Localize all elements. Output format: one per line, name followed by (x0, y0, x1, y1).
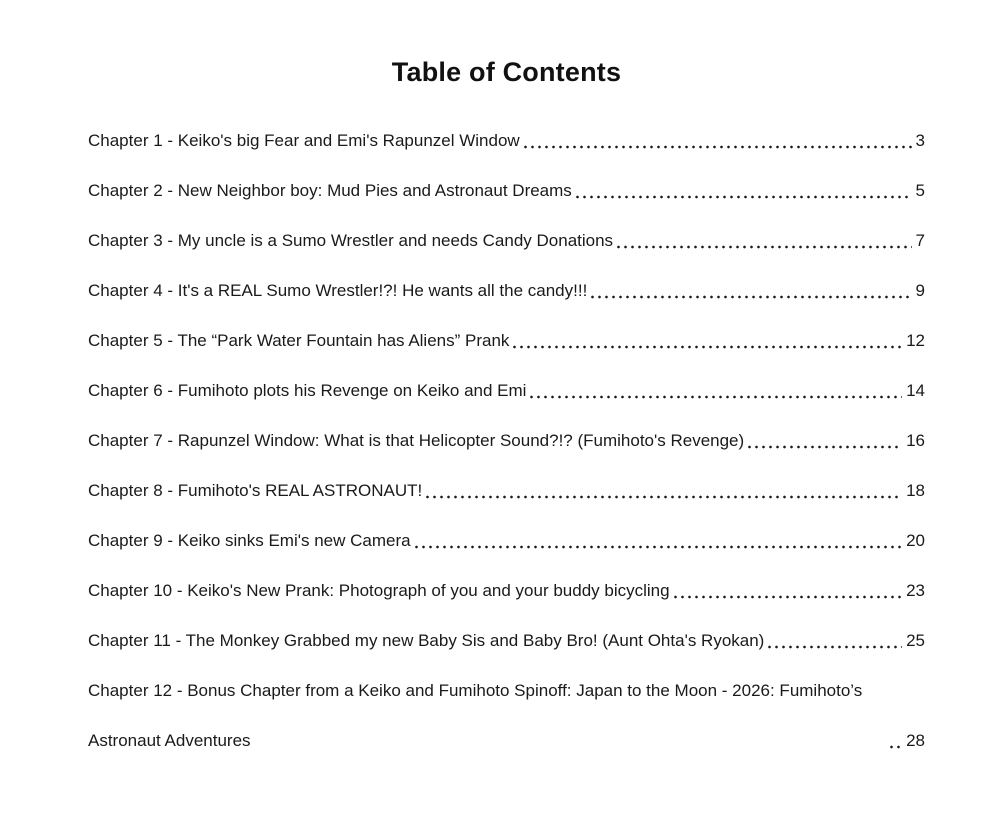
toc-page-number: 3 (915, 131, 925, 150)
toc-page-number: 25 (906, 631, 925, 650)
toc-entry-label: Chapter 1 - Keiko's big Fear and Emi's Rapunzel Window (88, 131, 520, 150)
toc-entry-label: Chapter 11 - The Monkey Grabbed my new Baby Sis and Baby Bro! (Aunt Ohta's Ryokan) (88, 631, 765, 650)
toc-dot-leader (522, 145, 912, 149)
toc-page-number: 9 (915, 281, 925, 300)
toc-page-number: 14 (906, 381, 925, 400)
toc-entry (88, 616, 925, 666)
table-of-contents (88, 116, 925, 766)
toc-entry-label: Chapter 2 - New Neighbor boy: Mud Pies and Astronaut Dreams (88, 181, 572, 200)
toc-entry-label: Chapter 3 - My uncle is a Sumo Wrestler and needs Candy Donations (88, 231, 614, 250)
toc-entry (88, 516, 925, 566)
toc-entry (88, 116, 925, 166)
toc-dot-leader (672, 595, 903, 599)
toc-entry (88, 166, 925, 216)
toc-entry-label: Chapter 9 - Keiko sinks Emi's new Camera (88, 531, 411, 550)
toc-entry (88, 366, 925, 416)
toc-entry-label: Chapter 6 - Fumihoto plots his Revenge on Keiko and Emi (88, 381, 527, 400)
toc-page-number: 16 (906, 431, 925, 450)
toc-page-number: 5 (915, 181, 925, 200)
toc-page-number: 12 (906, 331, 925, 350)
toc-dot-leader (766, 645, 902, 649)
toc-entry (88, 316, 925, 366)
toc-dot-leader (589, 295, 911, 299)
toc-entry-label: Chapter 10 - Keiko's New Prank: Photograph of you and your buddy bicycling (88, 581, 670, 600)
toc-entry (88, 416, 925, 466)
toc-page-number: 7 (915, 231, 925, 250)
toc-dot-leader (888, 745, 902, 749)
toc-page-number: 23 (906, 581, 925, 600)
toc-entry (88, 216, 925, 266)
toc-dot-leader (413, 545, 902, 549)
toc-dot-leader (511, 345, 902, 349)
toc-dot-leader (615, 245, 911, 249)
toc-dot-leader (746, 445, 902, 449)
toc-entry (88, 566, 925, 616)
toc-dot-leader (424, 495, 902, 499)
toc-entry (88, 466, 925, 516)
toc-entry (88, 666, 925, 766)
page-title: Table of Contents (391, 57, 622, 87)
toc-page-number: 28 (906, 731, 925, 750)
toc-entry-label: Chapter 7 - Rapunzel Window: What is that Helicopter Sound?!? (Fumihoto's Revenge) (88, 431, 745, 450)
toc-dot-leader (574, 195, 912, 199)
toc-entry-label: Chapter 5 - The “Park Water Fountain has Aliens” Prank (88, 331, 510, 350)
toc-entry (88, 266, 925, 316)
toc-entry-label: Chapter 4 - It's a REAL Sumo Wrestler!?! He wants all the candy!!! (88, 281, 588, 300)
toc-dot-leader (528, 395, 902, 399)
toc-entry-label: Chapter 12 - Bonus Chapter from a Keiko and Fumihoto Spinoff: Japan to the Moon - 2026: Fumihoto’s Astronaut Adventures (88, 681, 863, 750)
toc-page-number: 18 (906, 481, 925, 500)
toc-page-number: 20 (906, 531, 925, 550)
toc-entry-label: Chapter 8 - Fumihoto's REAL ASTRONAUT! (88, 481, 423, 500)
